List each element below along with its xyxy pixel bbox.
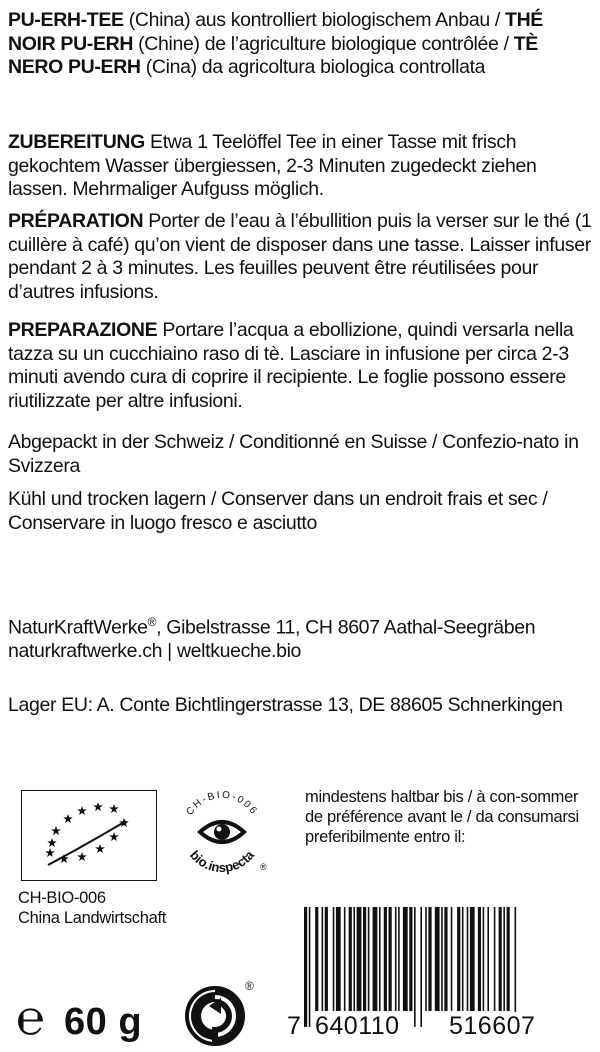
barcode-bar: [420, 907, 422, 1027]
barcode-bar: [499, 907, 502, 1011]
barcode-bar: [451, 907, 453, 1011]
barcode-bar: [368, 907, 370, 1011]
title-fr-rest: (Chine) de l’agriculture biologique contrôlée /: [133, 32, 514, 55]
barcode-bar: [373, 907, 378, 1011]
preparation-it: [8, 319, 593, 413]
agriculture-origin: China Landwirtschaft: [18, 909, 167, 927]
barcode-bar: [398, 907, 400, 1011]
svg-text:CH-BIO-006: [184, 790, 259, 818]
barcode-bar: [503, 907, 505, 1011]
product-title: [8, 9, 593, 80]
company-address: [8, 611, 593, 664]
barcode-bar: [333, 907, 335, 1011]
packed-in-switzerland: Abgepackt in der Schweiz / Conditionné en Suisse / Confezio-nato in Svizzera: [8, 431, 579, 477]
barcode-bar: [494, 907, 496, 1011]
preparation-de: [8, 131, 593, 202]
recycle-registered-mark: ®: [245, 979, 254, 993]
barcode-bar: [315, 907, 318, 1011]
leaf-star: [109, 804, 119, 813]
barcode-bar: [389, 907, 392, 1011]
preparation-it-heading: PREPARAZIONE: [8, 319, 158, 341]
barcode-bar: [487, 907, 489, 1011]
estimated-sign-icon: ℮: [16, 992, 45, 1045]
best-before-label: mindestens haltbar bis / à con-sommer de préférence avant le / da consumarsi preferibilmente entro il:: [305, 788, 579, 846]
registered-mark: ®: [147, 615, 157, 629]
ean-barcode: [302, 907, 585, 1027]
barcode-bar: [425, 907, 427, 1011]
barcode-right-group: 516607: [449, 1012, 536, 1040]
svg-text:bio.inspecta: [187, 847, 257, 875]
preparation-it-text: Portare l’acqua a ebollizione, quindi versarla nella tazza su un cucchiaino raso di tè. Lasciare in infusione per circa 2-3 minuti avendo cura di coprire il recipiente. Le foglie possono essere riutilizzate per altre infusioni.: [8, 319, 574, 412]
eu-warehouse: Lager EU: A. Conte Bichtlingerstrasse 13, DE 88605 Schnerkingen: [8, 694, 563, 716]
leaf-star: [93, 802, 103, 811]
barcode-bar: [349, 907, 352, 1011]
barcode-bar: [457, 907, 460, 1011]
barcode-bar: [515, 907, 517, 1027]
barcode-bar: [353, 907, 355, 1011]
barcode-bar: [395, 907, 397, 1011]
preparation-fr-heading: PRÉPARATION: [8, 210, 144, 232]
preparation-de-heading: ZUBEREITUNG: [8, 131, 145, 153]
preparation-fr: [8, 210, 593, 304]
leaf-star: [77, 806, 87, 815]
barcode-bar: [483, 907, 485, 1011]
barcode-bar: [357, 907, 362, 1011]
seal-ring-top: CH-BIO-006: [184, 789, 260, 818]
barcode-bar: [344, 907, 346, 1011]
preparation-fr-text: Porter de l’eau à l’ébullition puis la verser sur le thé (1 cuillère à café) qu’on vient de disposer dans une tasse. Laisser infuser pendant 2 à 3 minutes. Les feuilles peuvent être réutilisées pour d’autres infusions.: [8, 210, 592, 303]
green-dot-icon: [181, 978, 261, 1048]
barcode-bar: [507, 907, 510, 1011]
barcode-bar: [403, 907, 408, 1011]
barcode-bar: [462, 907, 464, 1011]
barcode-bar: [363, 907, 366, 1011]
company-street: , Gibelstrasse 11, CH 8607 Aathal-Seegräben: [156, 616, 536, 639]
barcode-bar: [478, 907, 481, 1011]
eu-organic-logo: [21, 790, 157, 881]
barcode-bar: [304, 907, 307, 1027]
net-weight: 60 g: [64, 1001, 143, 1043]
barcode-bar: [309, 907, 311, 1027]
barcode-bar: [428, 907, 431, 1011]
title-fr-bold: THÉ NOIR PU-ERH: [8, 9, 543, 55]
leaf-star: [47, 838, 57, 847]
bio-inspecta-seal: [172, 784, 272, 884]
leaf-star: [51, 826, 61, 835]
barcode-bar: [322, 907, 324, 1011]
title-it-rest: (Cina) da agricoltura biologica controllata: [140, 56, 486, 78]
barcode-first-digit: 7: [287, 1012, 302, 1040]
barcode-bar: [435, 907, 440, 1011]
barcode-bar: [379, 907, 381, 1011]
leaf-star: [77, 852, 87, 861]
title-de-bold: PU-ERH-TEE: [8, 9, 124, 31]
barcode-bar: [467, 907, 469, 1011]
barcode-bar: [441, 907, 443, 1011]
barcode-bar: [414, 907, 416, 1027]
barcode-bar: [444, 907, 447, 1011]
barcode-bar: [384, 907, 387, 1011]
barcode-left-group: 640110: [315, 1012, 400, 1040]
company-name: NaturKraftWerke: [8, 616, 148, 639]
barcode-bar: [325, 907, 328, 1011]
certification-info: [18, 888, 166, 928]
barcode-bar: [336, 907, 341, 1011]
title-it-bold: TÈ NERO PU-ERH: [8, 32, 538, 78]
storage-instructions: Kühl und trocken lagern / Conserver dans un endroit frais et sec / Conservare in luogo fresco e asciutto: [8, 488, 548, 534]
eu-organic-leaf-icon: [22, 791, 155, 879]
barcode-bar: [470, 907, 475, 1011]
eye-icon: [200, 822, 244, 842]
seal-registered-mark: ®: [260, 862, 267, 872]
preparation-de-text: Etwa 1 Teelöffel Tee in einer Tasse mit frisch gekochtem Wasser übergiessen, 2-3 Minuten zugedeckt ziehen lassen. Mehrmaliger Aufguss möglich.: [8, 131, 537, 200]
leaf-star: [45, 848, 55, 857]
leaf-star: [63, 814, 73, 823]
title-de-rest: (China) aus kontrolliert biologischem Anbau /: [123, 9, 506, 31]
company-websites: naturkraftwerke.ch | weltkueche.bio: [8, 640, 302, 662]
leaf-star: [109, 832, 119, 841]
certification-code: CH-BIO-006: [18, 889, 106, 907]
barcode-bar: [409, 907, 412, 1011]
leaf-star: [95, 844, 105, 853]
seal-ring-bottom: bio.inspecta: [187, 847, 257, 876]
